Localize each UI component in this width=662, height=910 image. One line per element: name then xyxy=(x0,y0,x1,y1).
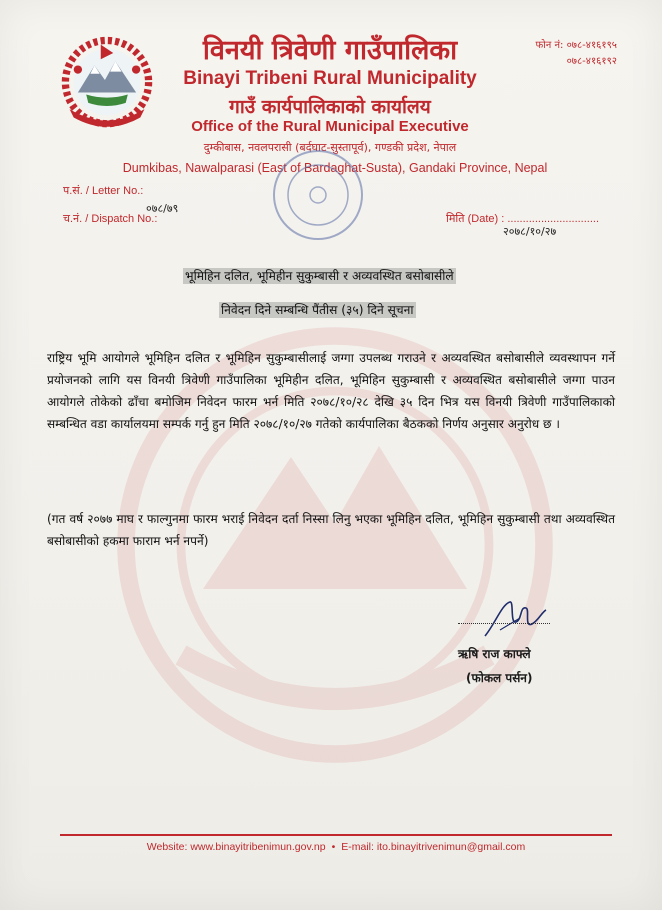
date-label: मिति (Date) : .............................. xyxy=(446,213,600,225)
signature-line xyxy=(458,623,550,624)
address-en: Dumkibas, Nawalparasi (East of Bardaghat-Susta), Gandaki Province, Nepal xyxy=(122,161,548,175)
office-stamp-icon xyxy=(268,145,368,245)
nepal-emblem-icon xyxy=(55,28,159,132)
subject-line-2: निवेदन दिने सम्बन्धि पैंतीस (३५) दिने सूचना xyxy=(221,303,414,317)
footer-website: Website: www.binayitribenimun.gov.np xyxy=(146,841,326,853)
dispatch-no-value: ०७८/७९ xyxy=(146,202,179,215)
footer-bullet: • xyxy=(331,841,336,853)
notice-paragraph: राष्ट्रिय भूमि आयोगले भूमिहिन दलित र भूमिहिन सुकुम्बासीलाई जग्गा उपलब्ध गराउने र अव्यवस्थित बसोबासीले व्यवस्थापन गर्ने प्रयोजनको लागि यस विनयी त्रिवेणी गाउँपालिका भूमिहीन दलित, भूमिहिन सुकुम्बासी र अव्यवस्थित बसोबासीले जग्गा पाउन आयोगले तोकेको ढाँचा बमोजिम निवेदन फारम भर्न मिति २०७८/१०/२८ देखि ३५ दिन भित्र यस विनयी त्रिवेणी गाउँपालिकाको सम्बन्धित वडा कार्यालयमा सम्पर्क गर्नु हुन मिति २०७८/१०/२७ गतेको कार्यपालिका बैठकको निर्णय अनुसार अनुरोध छ । xyxy=(47,351,615,431)
date-value: २०७८/१०/२७ xyxy=(503,225,557,238)
municipality-title-np: विनयी त्रिवेणी गाउँपालिका xyxy=(202,35,458,66)
subject-line-1: भूमिहिन दलित, भूमिहीन सुकुम्बासी र अव्यवस्थित बसोबासीले xyxy=(185,269,454,283)
dispatch-no-label: च.नं. / Dispatch No.: xyxy=(63,213,158,225)
footer xyxy=(60,841,612,853)
notice-note-paragraph: (गत वर्ष २०७७ माघ र फाल्गुनमा फारम भराई निवेदन दर्ता निस्सा लिनु भएका भूमिहिन दलित, भूमिहिन सुकुम्बासी तथा अव्यवस्थित बसोबासीको हकमा फाराम भर्न नपर्ने) xyxy=(47,512,615,548)
signature-icon xyxy=(480,594,550,644)
signatory-title: (फोकल पर्सन) xyxy=(466,671,533,685)
signatory-name: ऋषि राज काफ्ले xyxy=(458,647,531,661)
municipality-title-en: Binayi Tribeni Rural Municipality xyxy=(183,68,477,89)
office-title-np: गाउँ कार्यपालिकाको कार्यालय xyxy=(229,96,431,118)
footer-email: E-mail: ito.binayitrivenimun@gmail.com xyxy=(341,841,526,853)
phone-1: ०७८-४१६१९५ xyxy=(566,40,617,51)
footer-divider xyxy=(60,834,612,836)
phone-label: फोन नं: xyxy=(535,40,564,51)
letter-no-label: प.सं. / Letter No.: xyxy=(63,185,144,197)
phone-2: ०७८-४१६१९२ xyxy=(566,56,617,67)
office-title-en: Office of the Rural Municipal Executive xyxy=(191,118,469,135)
phone-block xyxy=(517,38,617,70)
address-np: दुम्कीबास, नवलपरासी (बर्दघाट-सुस्तापूर्व), गण्डकी प्रदेश, नेपाल xyxy=(203,141,457,154)
